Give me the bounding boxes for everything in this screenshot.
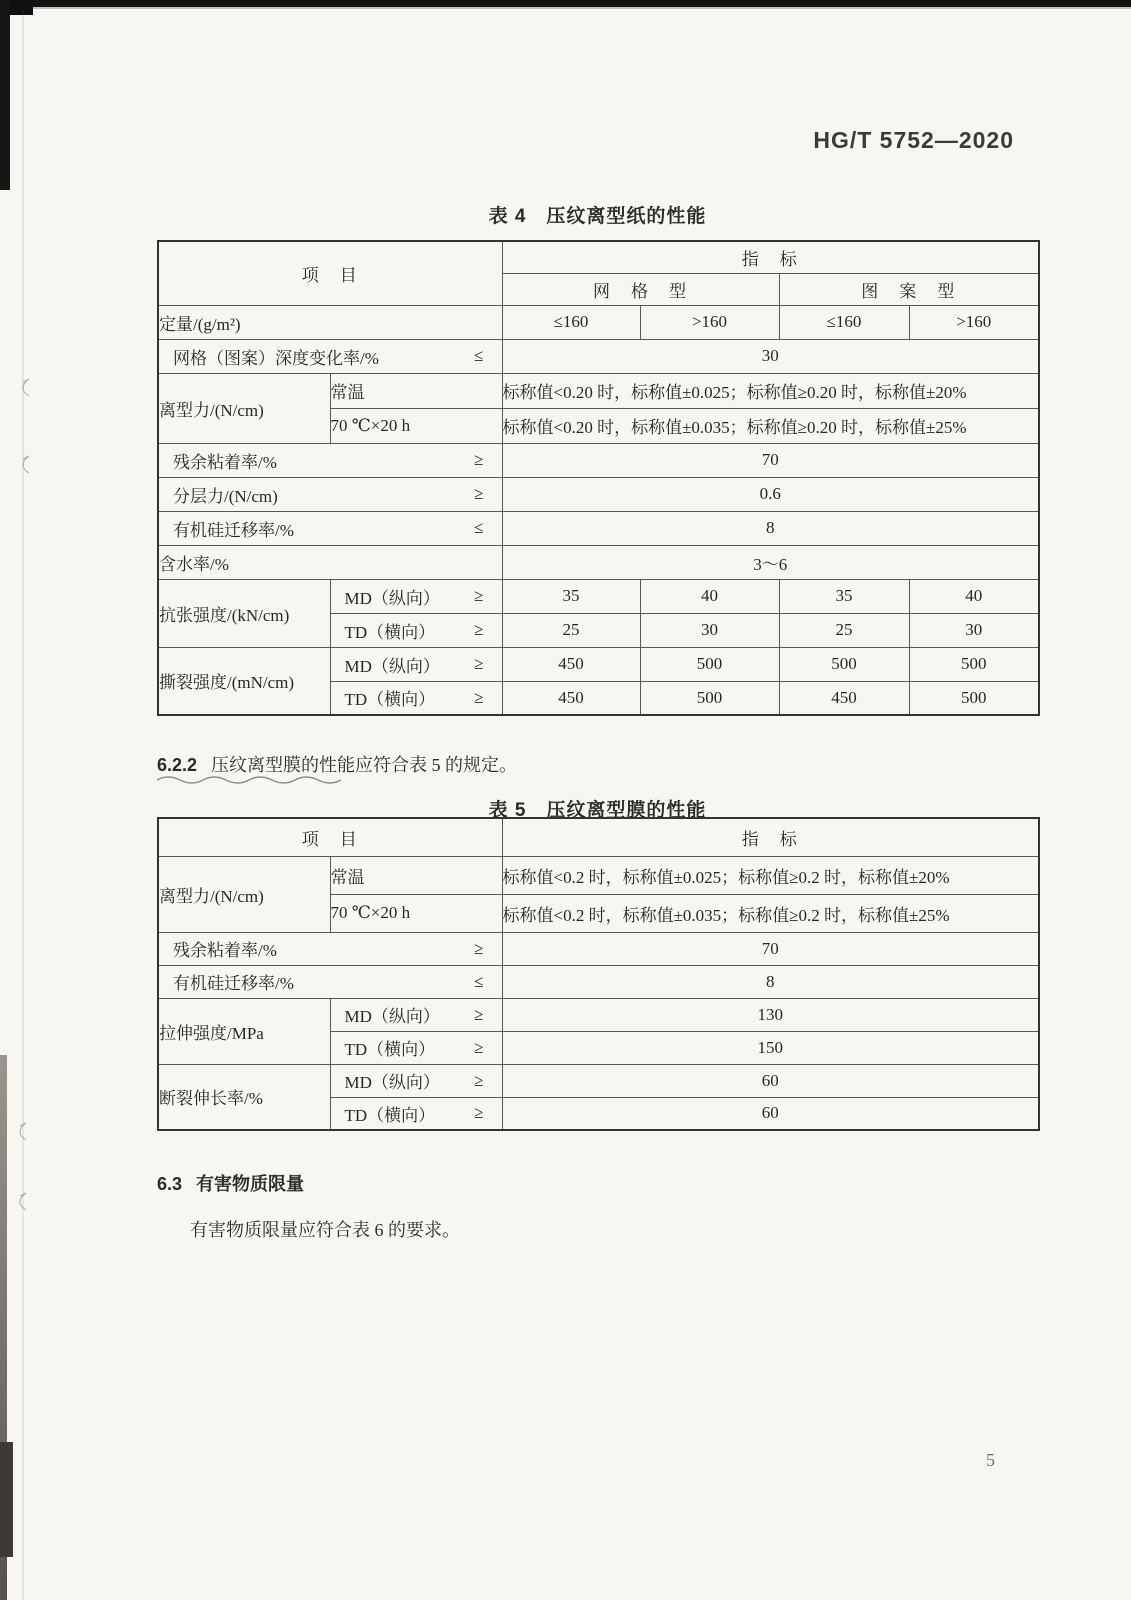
comparator-symbol: ≥: [474, 1103, 484, 1123]
row-value: 500: [909, 681, 1039, 715]
row-value: ≤160: [779, 305, 909, 339]
row-value: 70: [502, 932, 1039, 965]
margin-mark: [14, 1192, 30, 1212]
table-row: [158, 339, 1039, 373]
table-row: [158, 856, 1039, 894]
page-fold-line: [22, 10, 24, 1600]
row-value: 60: [502, 1097, 1039, 1130]
comparator-symbol: ≥: [474, 450, 484, 469]
row-label: 残余粘着率/%: [173, 452, 277, 472]
row-sublabel: 常温: [330, 373, 502, 408]
row-value: 500: [909, 647, 1039, 681]
row-value: 30: [640, 613, 779, 647]
table-row: [158, 511, 1039, 545]
row-label: 有机硅迁移率/%: [173, 520, 294, 540]
scan-edge-left-top: [0, 0, 10, 190]
row-value: 70: [502, 443, 1039, 477]
row-value: >160: [909, 305, 1039, 339]
table4: [157, 240, 1040, 716]
row-value: 35: [502, 579, 640, 613]
section-number: 6.2.2: [157, 755, 198, 775]
table4-header-item: 项 目: [158, 241, 502, 305]
table-row: [158, 647, 1039, 681]
comparator-symbol: ≥: [474, 654, 484, 673]
row-sublabel: 常温: [330, 856, 502, 894]
section-6-3: [157, 1170, 304, 1196]
section-text: 压纹离型膜的性能应符合表 5 的规定。: [211, 755, 518, 775]
wavy-underline: [155, 776, 343, 785]
row-label: 抗张强度/(kN/cm): [158, 579, 330, 647]
row-value: 450: [779, 681, 909, 715]
comparator-symbol: ≤: [474, 346, 484, 365]
row-value: 8: [502, 511, 1039, 545]
margin-mark: [14, 1122, 30, 1142]
table4-header-index: 指 标: [502, 241, 1039, 273]
table-row: [158, 443, 1039, 477]
row-value: 500: [640, 647, 779, 681]
row-label: 拉伸强度/MPa: [158, 998, 330, 1064]
row-sublabel: MD（纵向）: [344, 588, 440, 608]
table-row: [158, 579, 1039, 613]
table-row: [158, 477, 1039, 511]
table5-header-index: 指 标: [502, 818, 1039, 856]
standard-number: HG/T 5752—2020: [813, 127, 1014, 153]
row-value: 450: [502, 681, 640, 715]
page-number: 5: [986, 1450, 995, 1470]
row-value: >160: [640, 305, 779, 339]
row-sublabel: TD（横向）: [344, 690, 436, 710]
row-value: 60: [502, 1064, 1039, 1097]
table5-header-item: 项 目: [158, 818, 502, 856]
row-value: 40: [909, 579, 1039, 613]
comparator-symbol: ≥: [474, 586, 484, 605]
section-title: 有害物质限量: [196, 1174, 305, 1194]
scan-edge-left-block: [0, 1442, 13, 1557]
margin-mark: [17, 455, 33, 475]
row-label: 离型力/(N/cm): [158, 373, 330, 443]
row-sublabel: TD（横向）: [344, 1040, 436, 1059]
table-row: [158, 998, 1039, 1031]
row-label: 分层力/(N/cm): [173, 486, 278, 506]
row-sublabel: TD（横向）: [344, 1105, 436, 1125]
table4-header-pattern-type: 图 案 型: [779, 273, 1039, 305]
table-row: [158, 373, 1039, 408]
comparator-symbol: ≥: [474, 484, 484, 503]
table4-header-grid-type: 网 格 型: [502, 273, 779, 305]
row-value: 40: [640, 579, 779, 613]
row-value: 30: [502, 339, 1039, 373]
row-value: 3～6: [502, 545, 1039, 579]
section-6-2-2: [157, 751, 517, 777]
row-value: 30: [909, 613, 1039, 647]
comparator-symbol: ≥: [474, 938, 484, 958]
row-sublabel: 70 ℃×20 h: [330, 894, 502, 932]
comparator-symbol: ≥: [474, 687, 484, 707]
table4-title: 表 4 压纹离型纸的性能: [488, 206, 707, 227]
row-value: ≤160: [502, 305, 640, 339]
table-row: [158, 305, 1039, 339]
margin-mark: [17, 378, 33, 398]
row-sublabel: MD（纵向）: [344, 1007, 440, 1026]
row-value: 35: [779, 579, 909, 613]
row-value: 500: [779, 647, 909, 681]
table5: [157, 817, 1040, 1131]
row-label: 断裂伸长率/%: [158, 1064, 330, 1130]
scan-edge-top-shadow: [0, 7, 1131, 9]
comparator-symbol: ≥: [474, 1037, 484, 1057]
row-value: 0.6: [502, 477, 1039, 511]
row-value: 标称值<0.2 时，标称值±0.025；标称值≥0.2 时，标称值±20%: [502, 856, 1039, 894]
row-value: 标称值<0.2 时，标称值±0.035；标称值≥0.2 时，标称值±25%: [502, 894, 1039, 932]
table-row: [158, 545, 1039, 579]
row-value: 标称值<0.20 时，标称值±0.025；标称值≥0.20 时，标称值±20%: [502, 373, 1039, 408]
row-label: 离型力/(N/cm): [158, 856, 330, 932]
comparator-symbol: ≤: [474, 971, 484, 991]
comparator-symbol: ≥: [474, 620, 484, 639]
row-label: 撕裂强度/(mN/cm): [158, 647, 330, 715]
row-value: 25: [779, 613, 909, 647]
row-label: 含水率/%: [158, 545, 502, 579]
row-value: 8: [502, 965, 1039, 998]
comparator-symbol: ≥: [474, 1004, 484, 1024]
table-row: [158, 1064, 1039, 1097]
row-label: 网格（图案）深度变化率/%: [173, 348, 379, 368]
table-row: [158, 965, 1039, 998]
row-value: 450: [502, 647, 640, 681]
section-6-3-paragraph: 有害物质限量应符合表 6 的要求。: [190, 1220, 460, 1240]
section-number: 6.3: [157, 1174, 183, 1194]
row-value: 25: [502, 613, 640, 647]
row-value: 标称值<0.20 时，标称值±0.035；标称值≥0.20 时，标称值±25%: [502, 408, 1039, 443]
row-value: 150: [502, 1031, 1039, 1064]
comparator-symbol: ≤: [474, 518, 484, 537]
scan-edge-top: [0, 0, 1131, 7]
table5-title: 表 5 压纹离型膜的性能: [488, 800, 707, 821]
row-value: 500: [640, 681, 779, 715]
comparator-symbol: ≥: [474, 1070, 484, 1090]
row-label: 有机硅迁移率/%: [173, 974, 294, 993]
row-value: 130: [502, 998, 1039, 1031]
row-sublabel: MD（纵向）: [344, 656, 440, 676]
row-label: 定量/(g/m²): [158, 305, 502, 339]
table-row: [158, 932, 1039, 965]
row-sublabel: MD（纵向）: [344, 1073, 440, 1092]
row-sublabel: TD（横向）: [344, 622, 436, 642]
row-label: 残余粘着率/%: [173, 941, 277, 960]
row-sublabel: 70 ℃×20 h: [330, 408, 502, 443]
